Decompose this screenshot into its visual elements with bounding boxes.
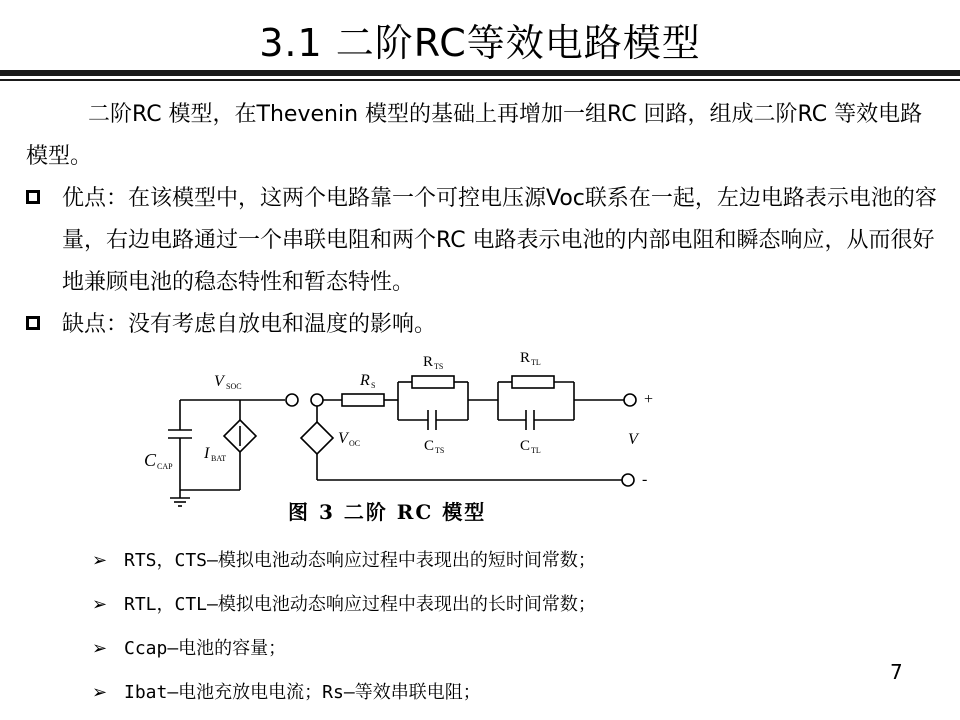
square-bullet-icon: [26, 190, 40, 204]
terminal-left-top: [286, 394, 298, 406]
arrow-bullet-icon: ➢: [92, 638, 108, 659]
list-item-text: Ccap—电池的容量；: [124, 638, 287, 659]
label-rtl-sub: TL: [531, 358, 541, 367]
label-ibat: I: [204, 445, 210, 462]
arrow-bullet-icon: ➢: [92, 550, 108, 571]
controlled-voltage-source-icon: [301, 422, 333, 454]
label-voc: V: [338, 430, 348, 447]
list-item-text: RTL，CTL—模拟电池动态响应过程中表现出的长时间常数；: [124, 594, 596, 615]
label-cts: C: [424, 438, 435, 454]
square-bullet-icon: [26, 316, 40, 330]
label-ccap: C: [144, 450, 157, 470]
list-item-text: RTS，CTS—模拟电池动态响应过程中表现出的短时间常数；: [124, 550, 596, 571]
label-ctl-sub: TL: [531, 446, 541, 455]
intro-paragraph: 二阶RC 模型，在Thevenin 模型的基础上再增加一组RC 回路，组成二阶RC 等效电路模型。: [26, 102, 923, 169]
arrow-bullet-icon: ➢: [92, 594, 108, 615]
resistor-rs: [342, 394, 384, 406]
advantages-bullet: [26, 178, 938, 304]
label-minus: -: [642, 471, 648, 488]
label-cts-sub: TS: [435, 446, 445, 455]
title-divider-thick: [0, 70, 960, 76]
label-rs-sub: S: [371, 381, 376, 390]
terminal-output-negative: [622, 474, 634, 486]
terminal-right-top: [311, 394, 323, 406]
label-ctl: C: [520, 438, 531, 454]
page-title: 3.1 二阶RC等效电路模型: [259, 21, 701, 65]
arrow-bullet-icon: ➢: [92, 682, 108, 703]
label-vsoc: V: [214, 373, 224, 390]
label-rts-sub: TS: [434, 362, 444, 371]
label-output-voltage: V: [628, 431, 638, 448]
label-ibat-sub: BAT: [211, 454, 227, 463]
label-rs: R: [360, 372, 370, 389]
disadvantages-text: 缺点：没有考虑自放电和温度的影响。: [62, 312, 437, 337]
label-ccap-sub: CAP: [157, 462, 173, 471]
label-vsoc-sub: SOC: [226, 382, 242, 391]
list-item: [92, 590, 596, 616]
label-rtl: R: [520, 350, 531, 366]
resistor-rtl: [512, 376, 554, 388]
list-item: [92, 634, 286, 660]
label-rts: R: [423, 354, 434, 370]
list-item: [92, 678, 481, 704]
label-voc-sub: OC: [349, 439, 361, 448]
advantages-text: 优点：在该模型中，这两个电路靠一个可控电压源Voc联系在一起，左边电路表示电池的容量，右边电路通过一个串联电阻和两个RC 电路表示电池的内部电阻和瞬态响应，从而很好地兼顾电池的稳态特性和暂态特性。: [62, 186, 937, 295]
label-plus: +: [644, 391, 654, 408]
terminal-output-positive: [624, 394, 636, 406]
disadvantages-bullet: [26, 304, 938, 346]
resistor-rts: [412, 376, 454, 388]
page-number: 7: [890, 660, 903, 684]
list-item-text: Ibat—电池充放电电流；Rs—等效串联电阻；: [124, 682, 481, 703]
title-divider-thin: [0, 79, 960, 81]
list-item: [92, 546, 596, 572]
figure-caption: 图 3 二阶 RC 模型: [288, 500, 487, 524]
